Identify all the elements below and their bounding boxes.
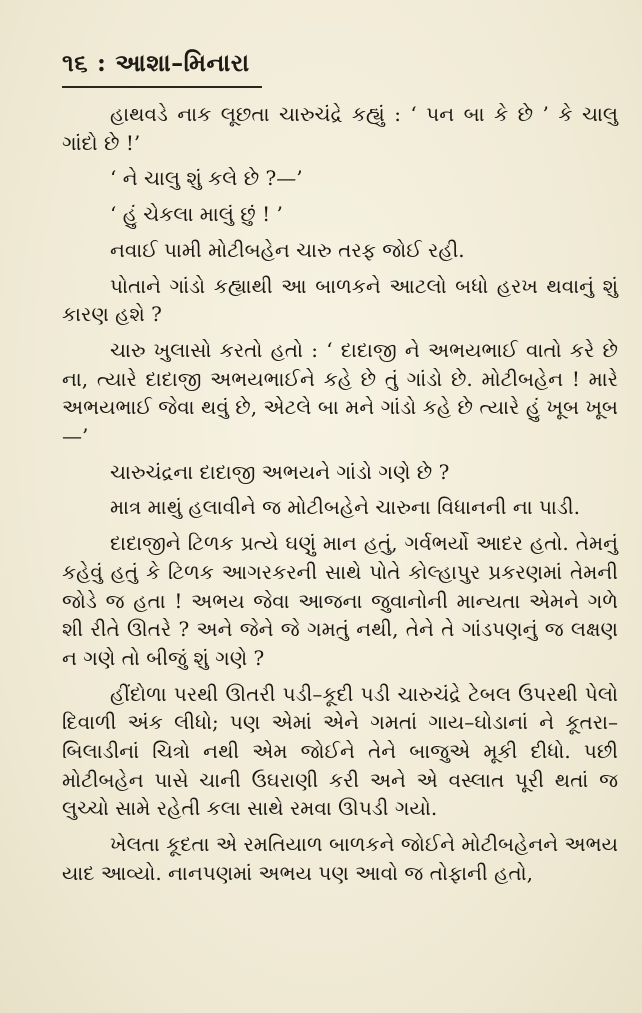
- paragraph-5: પોતાને ગાંડો કહ્યાથી આ બાળકને આટલો બધો હરખ થવાનું શું કારણ હશે ?: [62, 273, 618, 327]
- paragraph-10: હીંદોળા પરથી ઊતરી પડી–કૂદી પડી ચારુચંદ્રે ટેબલ ઉપરથી પેલો દિવાળી અંક લીધો; પણ એમાં એને ગમતાં ગાય–ઘોડાનાં ને કૂતરા–બિલાડીનાં ચિત્રો નથી એમ જોઈને તેને બાજુએ મૂકી દીધો. પછી મોટીબહેન પાસે ચાની ઉઘરાણી કરી અને એ વસ્લાત પૂરી થતાં જ લુચ્ચો સામે રહેતી કલા સાથે રમવા ઊપડી ગયો.: [62, 681, 618, 821]
- paragraph-3: ‘ હું ચેકલા માલું છું ! ’: [110, 202, 283, 227]
- paragraph-2: ‘ ને ચાલુ શું કલે છે ?—’: [110, 166, 303, 191]
- paragraph-9: દાદાજીને ટિળક પ્રત્યે ઘણું માન હતું, ગર્વભર્યો આદર હતો. તેમનું કહેવું હતું કે ટિળક આગરકરની સાથે પોતે કોલ્હાપુર પ્રકરણમાં તેમની જોડે જ હતા ! અભય જેવા આજના જુવાનોની માન્યતા એમને ગળે શી રીતે ઊતરે ? અને જેને જે ગમતું નથી, તેને તે ગાંડપણનું જ લક્ષણ ન ગણે તો બીજું શું ગણે ?: [62, 531, 618, 670]
- paragraph-8: માત્ર માથું હલાવીને જ મોટીબહેને ચારુના વિધાનની ના પાડી.: [110, 495, 580, 520]
- paragraph-7: ચારુચંદ્રના દાદાજી અભયને ગાંડો ગણે છે ?: [110, 459, 450, 484]
- page-body: [62, 100, 618, 895]
- paragraph-1: હાથવડે નાક લૂછતા ચારુચંદ્રે કહ્યું : ‘ પન બા કે છે ’ કે ચાલુ ગાંદો છે !’: [62, 102, 618, 155]
- paragraph-11: ખેલતા કૂદતા એ રમતિયાળ બાળકને જોઈને મોટીબહેનને અભય યાદ આવ્યો. નાનપણમાં અભય પણ આવો જ તોફાની હતો,: [62, 832, 618, 885]
- header-rule: [62, 86, 262, 88]
- paragraph-4: નવાઈ પામી મોટીબહેન ચારુ તરફ જોઈ રહી.: [110, 237, 465, 262]
- paragraph-6: ચારુ ખુલાસો કરતો હતો : ‘ દાદાજી ને અભયભાઈ વાતો કરે છે ના, ત્યારે દાદાજી અભયભાઈને કહે છે તું ગાંડો છે. મોટીબહેન ! મારે અભયભાઈ જેવા થવું છે, એટલે બા મને ગાંડો કહે છે ત્યારે હું ખૂબ ખૂબ—’: [62, 337, 618, 449]
- page-header: ૧૬ : આશા–મિનારા: [62, 48, 250, 77]
